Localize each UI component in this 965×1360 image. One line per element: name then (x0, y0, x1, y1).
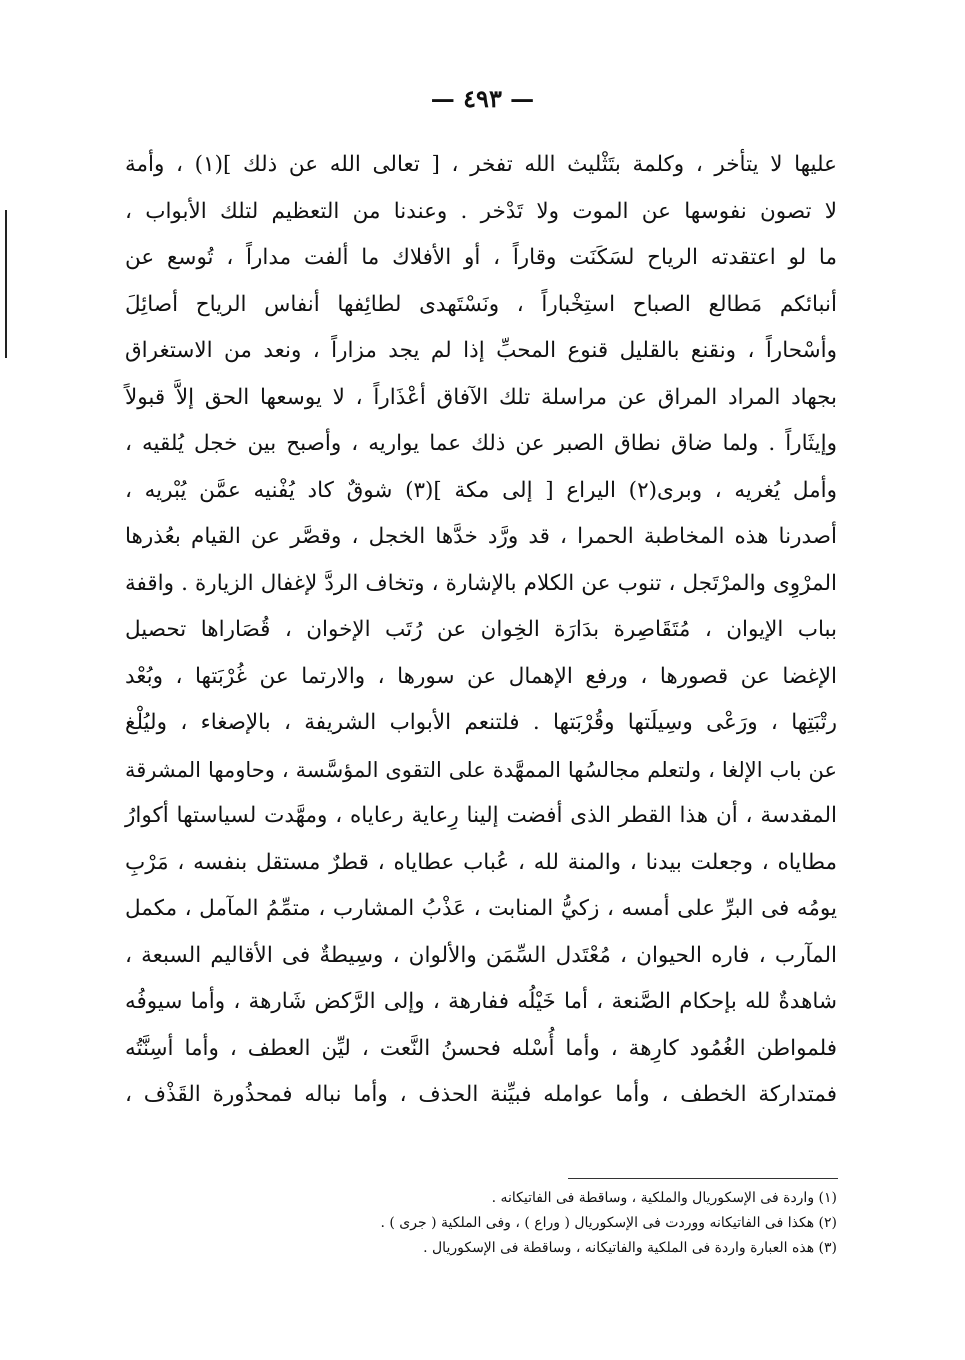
page-number: — ٤٩٣ — (430, 84, 535, 113)
text-line: لا تصون نفوسها عن الموت ولا تَدْخر . وعندنا من التعظيم لتلك الأبواب ، (125, 198, 837, 224)
body-text (125, 142, 837, 1119)
text-line: رتْبَتِها ، ورَعْى وسِيلَتها وقُرْبَتها . فلتنعم الأبواب الشريفة ، بالإصغاء ، وليُلْغ (125, 710, 837, 735)
footnote: (٢) هكذا فى الفاتيكانه ووردت فى الإسكوريال ( وراع ) ، وفى الملكية ( جرى ) . (380, 1215, 837, 1231)
text-line: أصدرنا هذه المخاطبة الحمرا ، قد ورَّد خدَّها الخجل ، وقصَّر عن القيام بعُذرها (125, 524, 837, 549)
text-line: بجهاد المراد المراق عن مراسلة تلك الآفاق أعْذَاراً ، لا يوسعها الحق إلاَّ قبولاً (125, 384, 837, 410)
text-line: عن باب الإلغا ، ولتعلم مجالسُها الممهَّدة على التقوى المؤسَّسة ، وحاومها المشرقة (125, 757, 837, 782)
text-line: أنبائكم مَطالع الصباح استِخْباراً ، ونَسْتَهدى لطائِفها أنفاس الرياح أصائِلَ (125, 291, 837, 317)
text-line: ما لو اعتقدته الرياح لسَكَنَت وقاراً ، أو الأفلاك ما ألفت مداراً ، تُوسع عن (125, 245, 837, 270)
text-line: بباب الإيوان ، مُتَقَاصِرة بدَارَة الخِوان عن رُتَب الإخوان ، قُصَاراها تحصيل (125, 617, 837, 642)
footnote-divider (568, 1178, 838, 1179)
text-line: المآرب ، فاره الحيوان ، مُعْتَدل السِّمَن والألوان ، وسِيطةٌ فى الأقاليم السبعة ، (125, 942, 837, 968)
text-line: شاهدةٌ لله بإحكام الصَّنعة ، أما خَيْلُه ففارهة ، وإلى الرَّكض شَارهة ، وأما سيوفُه (125, 989, 837, 1014)
text-line: يومُه فى البرِّ على أمسه ، زكيُّ المنابت ، عَذْبُ المشارب ، متمِّمُ المآمل ، مكمل (125, 896, 837, 921)
text-line: المرْوِى والمرْتَجل ، تنوب عن الكلام بالإشارة ، وتخاف الردَّ لإغفال الزيارة . واقفة (125, 570, 837, 596)
text-line: فمتداركة الخطف ، وأما عوامله فبيِّنة الحذف ، وأما نباله فمحذُورة القَذْف ، (125, 1082, 837, 1107)
text-line: وأسْحاراً ، ونقنع بالقليل قنوع المحبِّ إذا لم يجد مزاراً ، ونعد من الاستغراق (125, 338, 837, 363)
text-line: الإغضا عن قصورها ، ورفع الإهمال عن سورها ، والارتما عن غُرْبَتها ، وبُعْد (125, 663, 837, 689)
footnotes (125, 1186, 837, 1261)
text-line: وأمل يُغريه ، وبرى(٢) اليراع [ إلى مكة ](٣) شوقٌ كاد يُفْنيه عمَّن يُبْريه ، (125, 477, 837, 503)
text-line: عليها لا يتأخر ، وكلمة بتَثْليث الله تفخر ، [ تعالى الله عن ذلك ](١) ، وأمة (125, 152, 837, 177)
text-line: وإيثَاراً . ولما ضاق نطاق الصبر عن ذلك عما يواريه ، وأصبح بين خجل يُلقيه ، (125, 431, 837, 456)
text-line: المقدسة ، أن هذا القطر الذى أفضت إلينا رِعاية رعاياه ، ومهَّدت لسياستها أكوارُ (125, 803, 837, 828)
footnote: (١) واردة فى الإسكوريال والملكية ، وساقطة فى الفاتيكانه . (491, 1190, 837, 1206)
text-line: مطاياه ، وجعلت بيدنا ، والمنة لله ، عُباب عطاياه ، قطرٌ مستقل بنفسه ، مَرْبِ (125, 849, 837, 875)
scan-edge-mark (5, 210, 7, 358)
footnote: (٣) هذه العبارة واردة فى الملكية والفاتيكانه ، وساقطة فى الإسكوريال . (423, 1240, 837, 1256)
text-line: فلمواطن الغُمُود كارِهة ، وأما أُسْله فحسنُ النَّعت ، ليِّن العطف ، وأما أسِنَّتُه (125, 1035, 837, 1061)
